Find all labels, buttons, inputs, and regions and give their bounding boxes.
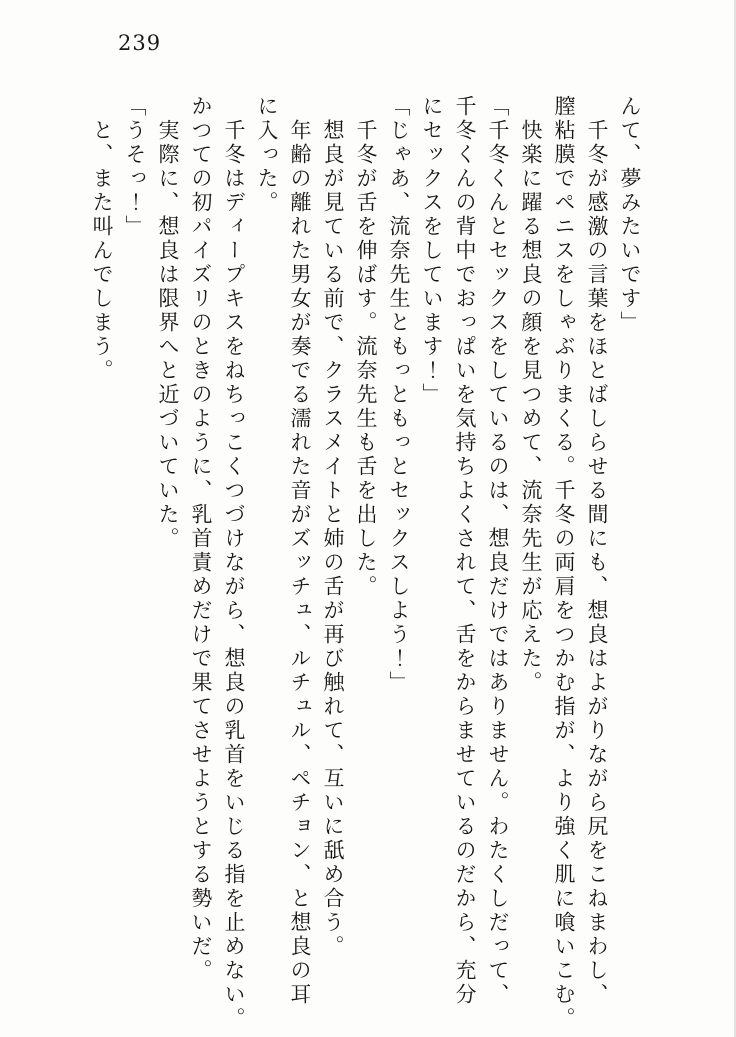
text-line: 千冬はディープキスをねちっこくつづけながら、想良の乳首をいじる指を止めない。 — [222, 119, 246, 1031]
text-line: 「千冬くんとセックスをしているのは、想良だけではありません。わたくしだって、 — [486, 95, 510, 1007]
page-number: 239 — [118, 31, 162, 55]
text-line: に入った。 — [255, 95, 279, 215]
text-line: 実際に、想良は限界へと近づいていた。 — [156, 119, 180, 551]
text-line: んて、夢みたいです」 — [618, 95, 642, 335]
text-line: 「うそっ！」 — [123, 95, 147, 239]
text-line: 千冬が舌を伸ばす。流奈先生も舌を出した。 — [354, 119, 378, 599]
text-line: 千冬が感激の言葉をほとばしらせる間にも、想良はよがりながら尻をこねまわし、 — [585, 119, 609, 1007]
text-line: 膣粘膜でペニスをしゃぶりまくる。千冬の両肩をつかむ指が、より強く肌に喰いこむ。 — [552, 95, 576, 1031]
text-line: 千冬くんの背中でおっぱいを気持ちよくされて、舌をからませているのだから、充分 — [453, 95, 477, 1007]
text-line: 想良が見ている前で、クラスメイトと姉の舌が再び触れて、互いに舐め合う。 — [321, 119, 345, 959]
text-line: 快楽に躍る想良の顔を見つめて、流奈先生が応えた。 — [519, 119, 543, 695]
text-line: かつての初パイズリのときのように、乳首責めだけで果てさせようとする勢いだ。 — [189, 95, 213, 983]
text-line: 「じゃあ、流奈先生ともっともっとセックスしよう！」 — [387, 95, 411, 695]
text-line: と、また叫んでしまう。 — [90, 119, 114, 383]
body-text — [85, 95, 646, 1031]
text-line: にセックスをしています！」 — [420, 95, 444, 407]
text-line: 年齢の離れた男女が奏でる濡れた音がズッチュ、ルチュル、ペチョン、と想良の耳 — [288, 119, 312, 1007]
